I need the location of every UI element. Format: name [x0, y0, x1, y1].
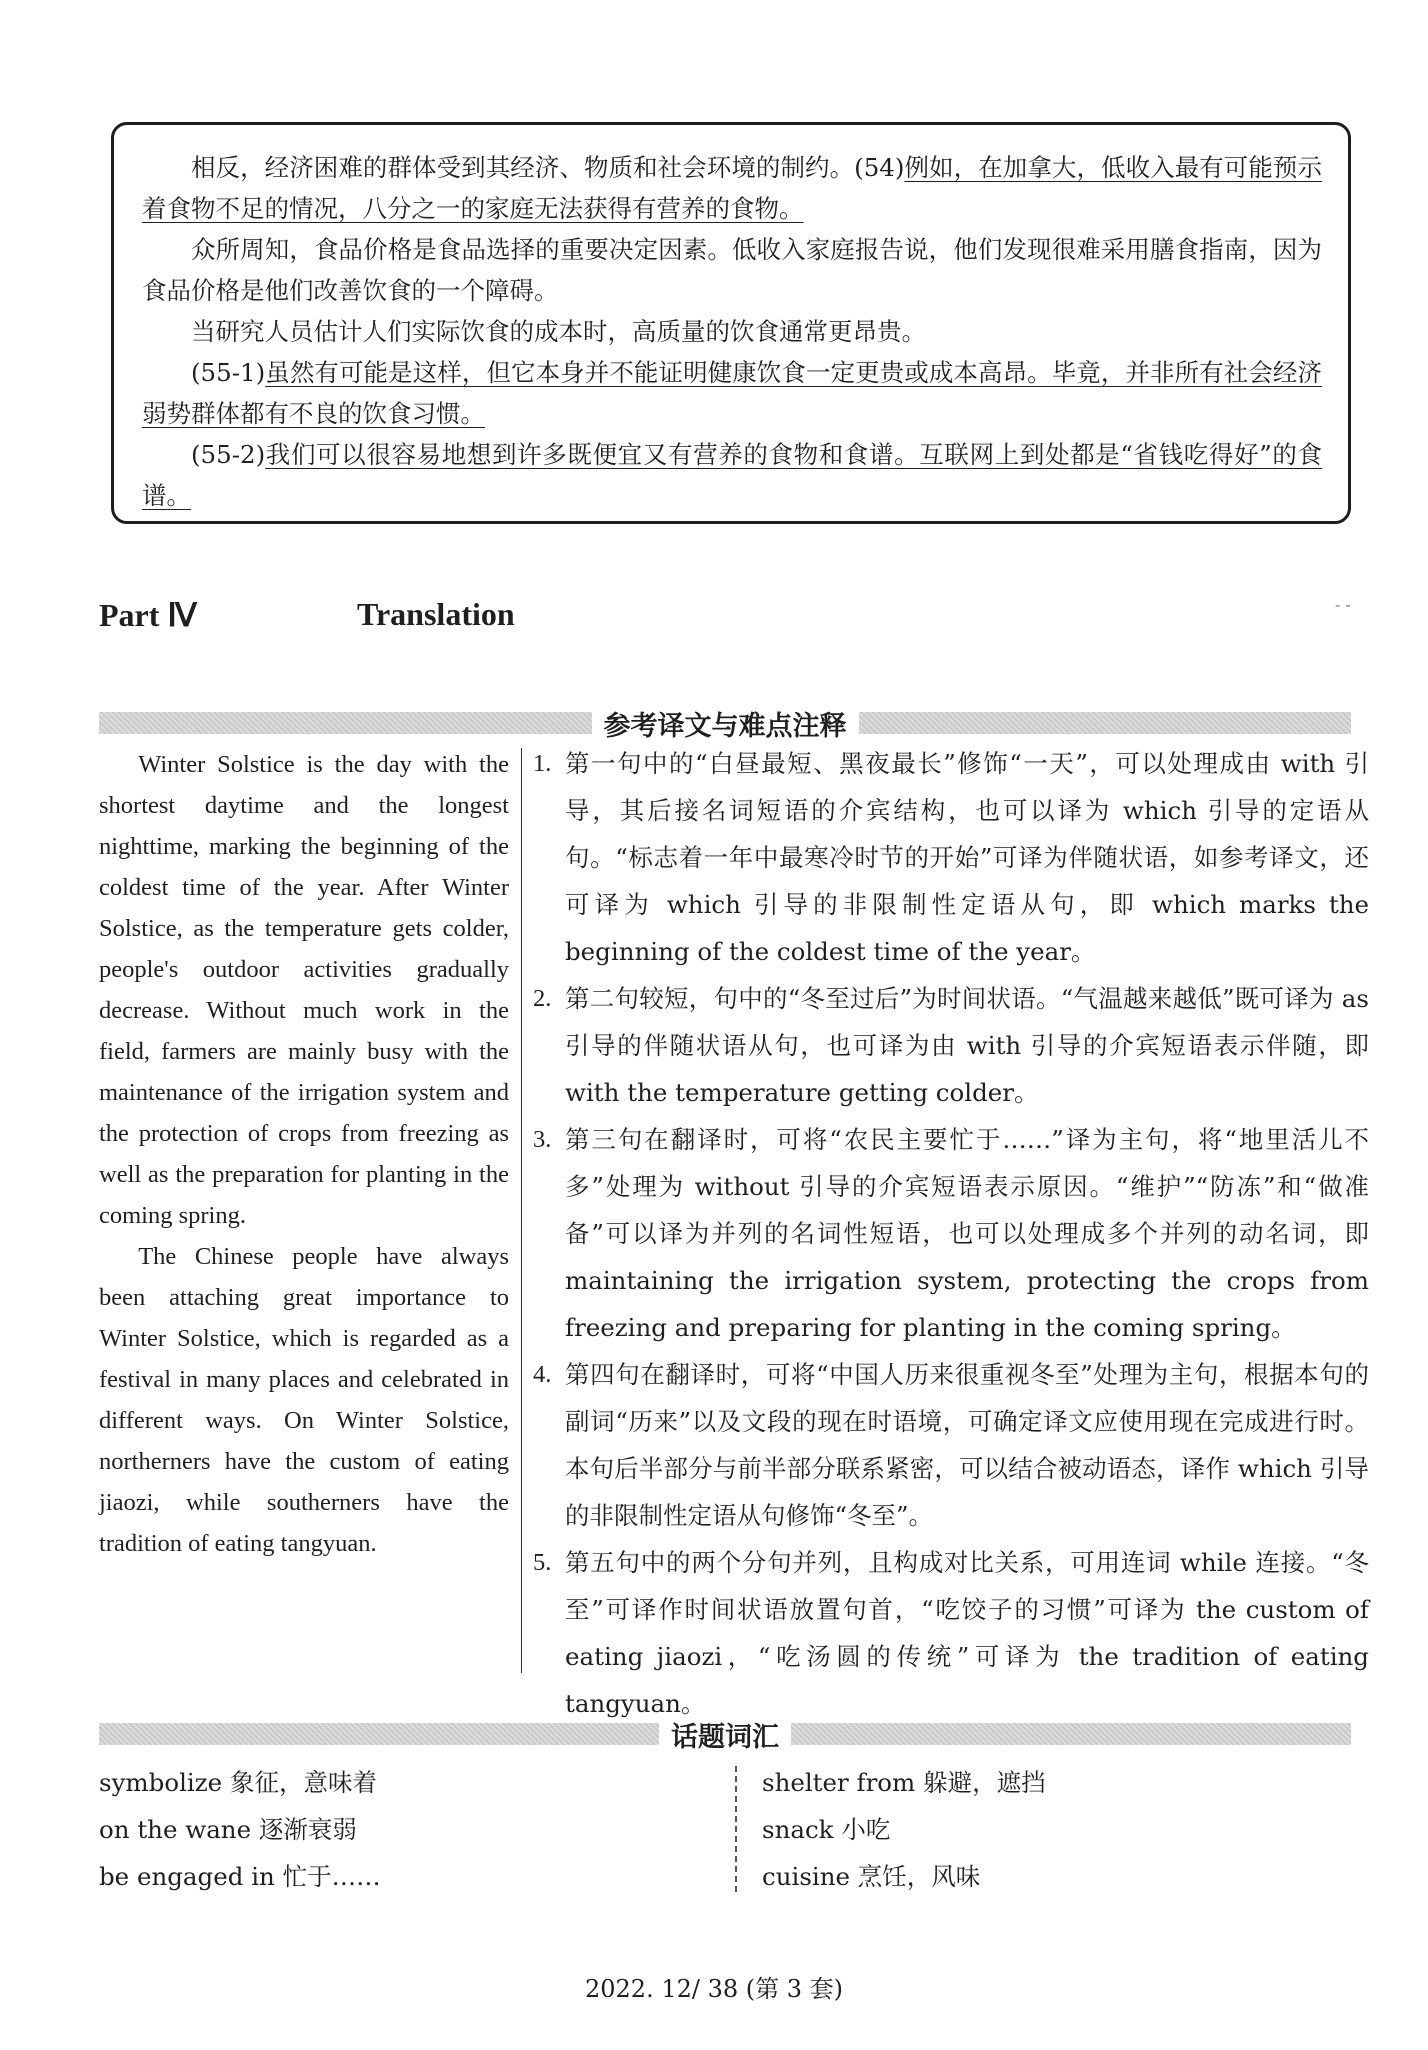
section-bar-right — [791, 1723, 1351, 1745]
box-paragraph-4 — [142, 352, 1322, 434]
note-item — [533, 740, 1369, 975]
section-header-vocabulary — [99, 1714, 1351, 1754]
section-bar-left — [99, 1723, 659, 1745]
note-number: 4. — [533, 1361, 552, 1388]
box-paragraph-3: 当研究人员估计人们实际饮食的成本时，高质量的饮食通常更昂贵。 — [191, 317, 926, 346]
vocabulary-item: on the wane 逐渐衰弱 — [99, 1815, 357, 1844]
reference-translation — [99, 744, 509, 1564]
reading-translation-box — [111, 122, 1351, 524]
note-text: 第三句在翻译时，可将“农民主要忙于……”译为主句，将“地里活儿不多”处理为 without 引导的介宾短语表示原因。“维护”“防冻”和“做准备”可以译为并列的名词性短语，也可以处理成多个并列的动名词，即 maintaining the irrigation system, protecting the crops from freezing and preparing for planting in the coming spring。 — [565, 1125, 1369, 1342]
vocabulary-item: cuisine 烹饪，风味 — [762, 1862, 981, 1891]
notes-list — [533, 740, 1369, 1727]
note-number: 5. — [533, 1549, 552, 1576]
part-title: Translation — [357, 596, 515, 632]
vocabulary-item: shelter from 躲避，遮挡 — [762, 1768, 1046, 1797]
section-title: 话题词汇 — [671, 1721, 779, 1753]
note-text: 第四句在翻译时，可将“中国人历来很重视冬至”处理为主句，根据本句的副词“历来”以及文段的现在时语境，可确定译文应使用现在完成进行时。本句后半部分与前半部分联系紧密，可以结合被动语态，译作 which 引导的非限制性定语从句修饰“冬至”。 — [565, 1360, 1369, 1530]
box-p1-lead: 相反，经济困难的群体受到其经济、物质和社会环境的制约。(54) — [191, 153, 905, 182]
note-item — [533, 1116, 1369, 1351]
corner-mark: - - — [1335, 595, 1351, 614]
box-p4-number: (55-1) — [191, 358, 266, 387]
note-text: 第一句中的“白昼最短、黑夜最长”修饰“一天”，可以处理成由 with 引导，其后接名词短语的介宾结构，也可以译为 which 引导的定语从句。“标志着一年中最寒冷时节的开始”可译为伴随状语，如参考译文，还可译为 which 引导的非限制性定语从句，即 which marks the beginning of the coldest time of the year。 — [565, 749, 1369, 966]
note-text: 第五句中的两个分句并列，且构成对比关系，可用连词 while 连接。“冬至”可译作时间状语放置句首，“吃饺子的习惯”可译为 the custom of eating jiaozi，“吃汤圆的传统”可译为 the tradition of eating tangyuan。 — [565, 1548, 1369, 1718]
note-item — [533, 1539, 1369, 1727]
note-item — [533, 975, 1369, 1116]
section-title: 参考译文与难点注释 — [603, 710, 847, 742]
vocabulary-list-right — [762, 1759, 1352, 1900]
box-paragraph-1 — [142, 147, 1322, 229]
column-divider — [521, 748, 522, 1673]
note-text: 第二句较短，句中的“冬至过后”为时间状语。“气温越来越低”既可译为 as 引导的伴随状语从句，也可译为由 with 引导的介宾短语表示伴随，即 with the temperature getting colder。 — [565, 984, 1369, 1107]
box-p1-underlined: 例如，在加拿大，低收入最有可能预示着食物不足的情况，八分之一的家庭无法获得有营养的食物。 — [142, 153, 1322, 223]
section-header-translation — [99, 703, 1351, 743]
page-footer: 2022. 12/ 38 (第 3 套) — [584, 1975, 843, 2003]
vocabulary-divider — [735, 1766, 737, 1892]
vocabulary-item: symbolize 象征，意味着 — [99, 1768, 377, 1797]
vocabulary-item: snack 小吃 — [762, 1815, 891, 1844]
vocabulary-list-left — [99, 1759, 699, 1900]
box-p5-number: (55-2) — [191, 440, 266, 469]
box-p5-underlined: 我们可以很容易地想到许多既便宜又有营养的食物和食谱。互联网上到处都是“省钱吃得好”的食谱。 — [142, 440, 1322, 510]
note-number: 2. — [533, 985, 552, 1012]
section-bar-left — [99, 712, 592, 734]
note-item — [533, 1351, 1369, 1539]
note-number: 1. — [533, 750, 552, 777]
translation-paragraph-1: Winter Solstice is the day with the shortest daytime and the longest nighttime, marking the beginning of the coldest time of the year. After Winter Solstice, as the temperature gets colder, people's outdoor activities gradually decrease. Without much work in the field, farmers are mainly busy with the maintenance of the irrigation system and the protection of crops from freezing as well as the preparation for planting in the coming spring. — [99, 751, 509, 1229]
box-p4-underlined: 虽然有可能是这样，但它本身并不能证明健康饮食一定更贵或成本高昂。毕竟，并非所有社会经济弱势群体都有不良的饮食习惯。 — [142, 358, 1322, 428]
part-label: Part Ⅳ — [99, 597, 197, 633]
translation-paragraph-2: The Chinese people have always been attaching great importance to Winter Solstice, which is regarded as a festival in many places and celebrated in different ways. On Winter Solstice, northerners have the custom of eating jiaozi, while southerners have the tradition of eating tangyuan. — [99, 1243, 509, 1557]
box-paragraph-2: 众所周知，食品价格是食品选择的重要决定因素。低收入家庭报告说，他们发现很难采用膳食指南，因为食品价格是他们改善饮食的一个障碍。 — [142, 235, 1322, 305]
vocabulary-item: be engaged in 忙于…… — [99, 1862, 381, 1891]
note-number: 3. — [533, 1126, 552, 1153]
box-paragraph-5 — [142, 434, 1322, 516]
section-bar-right — [859, 712, 1352, 734]
